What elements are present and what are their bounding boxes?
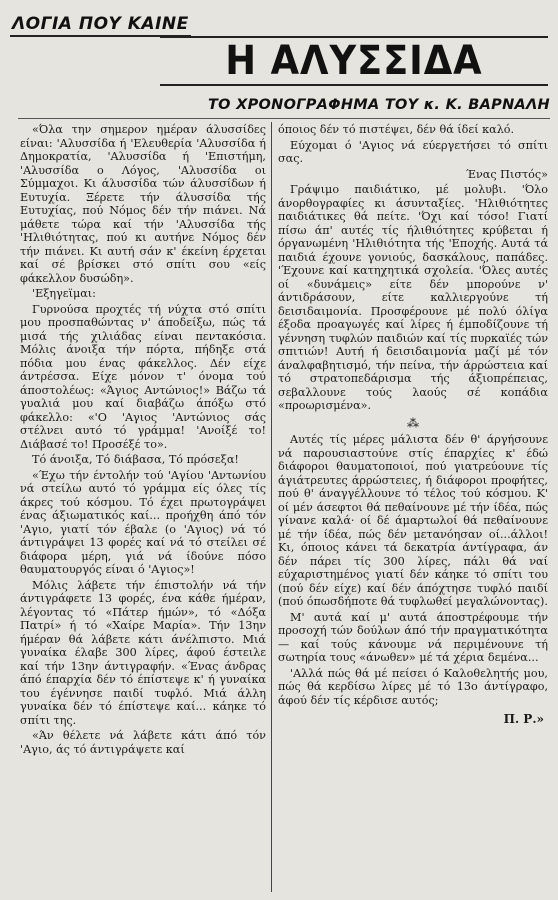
article-title: Η ΑΛΥΣΣΙΔΑ (225, 38, 483, 84)
left-column (20, 123, 266, 895)
column-kicker: ΛΟΓΙΑ ΠΟΥ ΚΑΙΝΕ (10, 14, 191, 37)
paragraph: «Όλα την σημερον ημέραν άλυσσίδες είναι: 'Αλυσσίδα ή 'Ελευθερία 'Αλυσσίδα ή Δημοκρατία, 'Αλυσσίδα ή 'Επιστήμη, 'Αλυσσίδα ο Λόγος, 'Αλυσσίδα οι Σύμμαχοι. Κι άλυσσίδα τών άλυσσίδων ή Ευτυχία. Ξέρετε τήν άλυσσίδα τής Ευτυχίας, πού Νόμος δέν τήν πιάνει. Νά μάθετε τώρα καί τήν 'Αλυσσίδα τής 'Ηλιθιότητας, πού κι αυτήνε Νόμος δέν τήν πιάνει. Κι αυτή σάν κ' έκείνη έρχεται καί σέ βρίσκει στό σπίτι σου «είς φάκελλον δυσώδη». (20, 123, 266, 285)
paragraph: Γυρνούσα προχτές τή νύχτα στό σπίτι μου προσπαθώντας ν' άποδείξω, πώς τά μισά τής χιλιάδας είναι πεντακόσια. Μόλις άνοιξα τήν πόρτα, πήδηξε στά πόδια μου ένας φάκελλος. Δέν είχε άντρέσσα. Είχε μόνον τ' όνομα τού άποστολέως: «Άγιος Αντώνιος!» Βάζω τά γυαλιά μου καί διαβάζω άπόξω στό φάκελλο: «'Ο 'Αγιος 'Αντώνιος σάς στέλνει αυτό τό γράμμα! 'Ανοίξέ το! Διάβασέ το! Προσέξέ το». (20, 302, 266, 451)
paragraph: Μ' αυτά καί μ' αυτά άποστρέφουμε τήν προσοχή τών δούλων άπό τήν πραγματικότητα — καί τούς κάνουμε νά περιμένουνε τή σωτηρία τους «άνωθεν» μέ τά χέρια δεμένα... (278, 610, 548, 664)
header-rule (18, 118, 550, 119)
letter-signoff: Ένας Πιστός» (465, 167, 548, 181)
column-divider (271, 122, 272, 892)
section-stars: ⁂ (407, 415, 419, 430)
paragraph: όποιος δέν τό πιστέψει, δέν θά ίδεί καλό. (278, 123, 515, 136)
paragraph: Εύχομαι ό 'Αγιος νά εύεργετήσει τό σπίτι σας. (278, 138, 548, 165)
article-subtitle: ΤΟ ΧΡΟΝΟΓΡΑΦΗΜΑ ΤΟΥ κ. Κ. ΒΑΡΝΑΛΗ (207, 97, 550, 113)
paragraph: Αυτές τίς μέρες μάλιστα δέν θ' άργήσουνε νά παρουσιαστούνε στίς έπαρχίες κ' έδώ διάφοροι θαυματοποιοί, πού γιατρεύουνε τίς άγιάτρευτες άρρώστειες, ή διάφοροι προφήτες, πού θ' άναγγέλλουνε τό τέλος τού κόσμου. Κ' οί μέν άσεφτοι θά πεθαίνουνε μέ τήν ίδέα, πώς γίνανε καλά· οί δέ άμαρτωλοί θά πεθαίνουνε μέ τήν ίδέα, πώς δέν μετανόησαν οί...άλλοι! Κι, όποιος κάνει τά δεκατρία άντίγραφα, άν δέν πάρει τίς 300 λίρες, πάλι θά ναί εύχαριστημένος γιατί δέν κάηκε τό σπίτι του (πού δέν είχε) καί δέν άπόχτησε τυφλό παιδί (πού όπωσδήποτε θά τυφλωθεί μεγαλώνοντας). (278, 433, 548, 608)
paragraph: «Άν θέλετε νά λάβετε κάτι άπό τόν 'Αγιο, άς τό άντιγράψετε καί (20, 729, 266, 756)
paragraph: Τό άνοιξα, Τό διάβασα, Τό πρόσεξα! (32, 453, 239, 466)
paragraph: 'Αλλά πώς θά μέ πείσει ό Καλοθελητής μου, πώς θά κερδίσω λίρες μέ τό 13ο άντίγραφο, άφού δέν τίς κέρδισε αυτός; (278, 666, 548, 707)
paragraph: 'Εξηγεϊμαι: (32, 287, 96, 300)
headline-box (160, 36, 548, 86)
paragraph: «Έχω τήν έντολήν τού 'Αγίου 'Αντωνίου νά στείλω αυτό τό γράμμα είς όλες τίς άκρες τού κόσμου. Τό έχει πρωτογράψει ένας άξιωματικός καί... προήχθη άπό τόν 'Αγιο, γιατί τόν έβαλε (ο 'Αγιος) νά τό άντιγράψει 13 φορές καί νά τό στείλει σέ διάφορα μέρη, γιά νά ίδούνε πόσο θαυματουργός είναι ό 'Αγιος»! (20, 468, 266, 576)
paragraph: Γράψιμο παιδιάτικο, μέ μολυβι. 'Όλο άνορθογραφίες κι άσυνταξίες. 'Ηλιθιότητες παιδιάτικες θά πείτε. 'Όχι καί τόσο! Γιατί πίσω άπ' αυτές τίς ήλιθιότητες κρύβεται ή όργανωμένη 'Ηλιθιότητα τής 'Εποχής. Αυτά τά παιδιά έχουνε γονιούς, δασκάλους, παπάδες. 'Έχουνε καί κατηχητικά σχολεία. 'Όλες αυτές οί «δυνάμεις» είτε δέν μπορούνε ν' άντιδράσουν, είτε καλλιεργούνε τή δεισιδαιμονία. Προσφέρουνε μέ πολύ όλίγα έξοδα προαγωγές καί λίρες ή έμποδίζουνε τή γέννηση τυφλών παιδιών καί τίς πυρκαϊές τών σπιτιών! Αυτή ή δεισιδαιμονία μαζί μέ τόν άναλφαβητισμό, τήν πείνα, τήν άρρώστεια καί τό στρατοπεδάρισμα τής άξιοπρέπειας, σεβαλλουνε τούς λαούς σέ κοπάδια «προωρισμένα». (278, 183, 548, 412)
right-column (278, 123, 548, 895)
paragraph: Μόλις λάβετε τήν έπιστολήν νά τήν άντιγράφετε 13 φορές, ένα κάθε ήμέραν, λέγοντας τό «Πάτερ ήμών», τό «Δόξα Πατρί» ή τό «Χαίρε Μαρία». Τήν 13ην ήμέραν θά λάβετε κάτι άνέλπιστο. Μιά γυναίκα έλαβε 300 λίρες, άφού έστειλε καί τήν 13ην άντιγραφήν. «Ένας άνδρας άπό έπαρχία δέν τό έπίστεψε κ' ή γυναίκα του έγέννησε παιδί τυφλό. Μιά άλλη γυναίκα δέν τό έπίστεψε καί... κάηκε τό σπίτι της. (20, 578, 266, 727)
author-signature: Π. Ρ.» (503, 712, 544, 726)
